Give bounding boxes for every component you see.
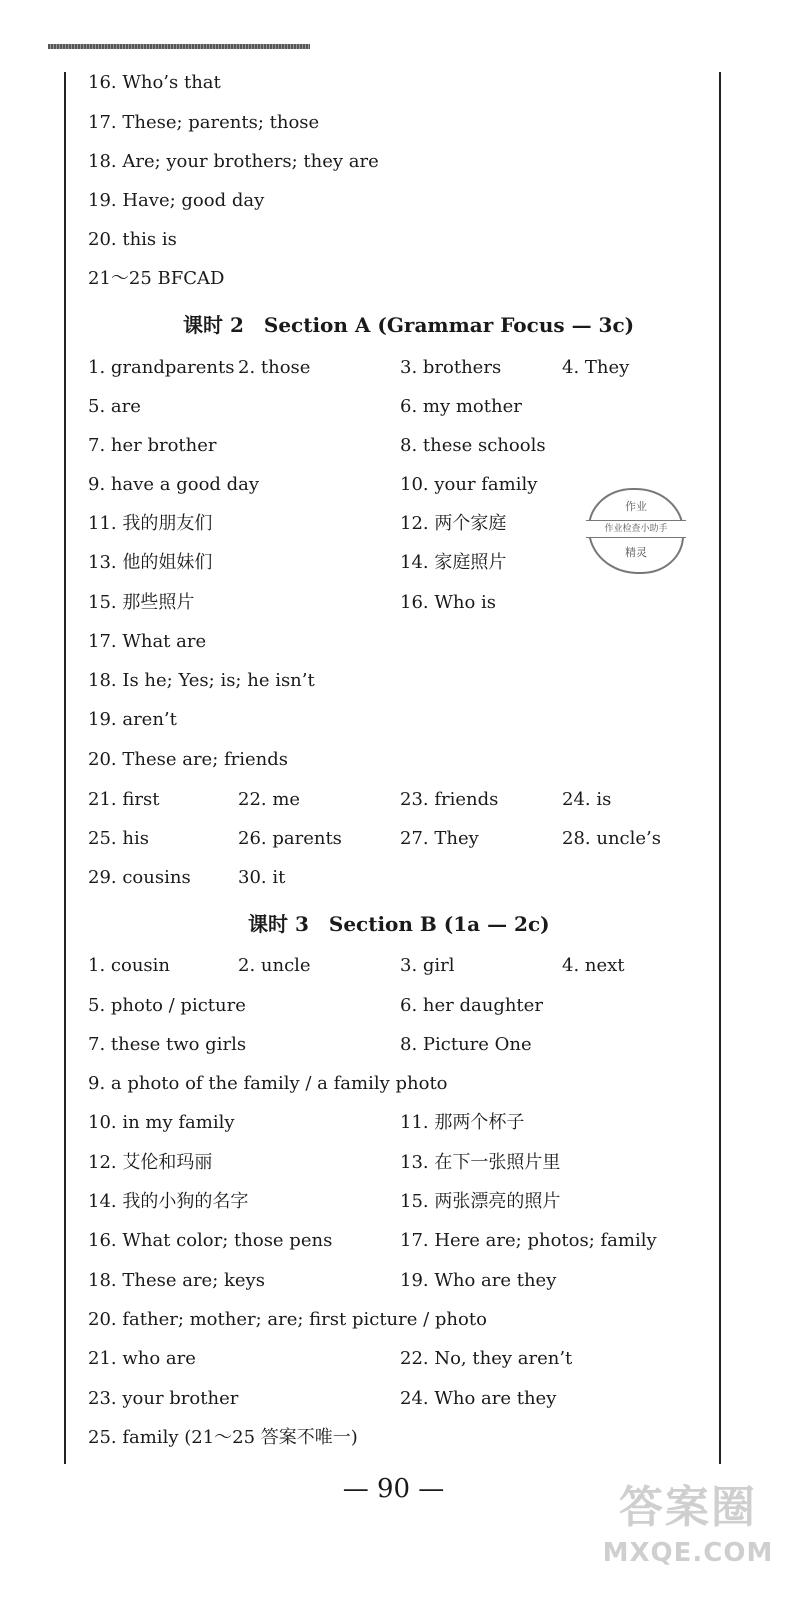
answer-line: 20. this is (88, 229, 177, 250)
answer-item: 20. father; mother; are; first picture / photo (88, 1309, 487, 1330)
answer-item: 26. parents (238, 828, 342, 849)
answer-item: 11. 那两个杯子 (400, 1112, 525, 1133)
answer-item: 9. have a good day (88, 474, 260, 495)
answer-item: 24. Who are they (400, 1388, 557, 1409)
answer-item: 3. brothers (400, 357, 502, 378)
answer-item: 17. What are (88, 631, 207, 652)
answer-item: 2. uncle (238, 955, 311, 976)
lesson-2-heading: 课时 2 Section A (Grammar Focus — 3c) (183, 313, 635, 337)
answer-item: 30. it (238, 867, 286, 888)
answer-line: 21～25 BFCAD (88, 268, 225, 289)
answer-item: 2. those (238, 357, 311, 378)
answer-item: 21. who are (88, 1348, 196, 1369)
answer-item: 19. aren’t (88, 709, 177, 730)
answer-item: 29. cousins (88, 867, 191, 888)
left-frame-line (64, 72, 66, 1464)
answer-item: 25. his (88, 828, 149, 849)
answer-item: 21. first (88, 789, 160, 810)
answer-item: 27. They (400, 828, 479, 849)
answer-item: 11. 我的朋友们 (88, 513, 213, 534)
watermark-url-text: MXQE.COM (602, 1538, 774, 1568)
answer-item: 4. next (562, 955, 625, 976)
answer-item: 16. What color; those pens (88, 1230, 333, 1251)
answer-line: 16. Who’s that (88, 72, 221, 93)
answer-item: 18. These are; keys (88, 1270, 265, 1291)
answer-item: 22. No, they aren’t (400, 1348, 573, 1369)
answer-item: 23. friends (400, 789, 499, 810)
answer-item: 3. girl (400, 955, 455, 976)
answer-item: 12. 艾伦和玛丽 (88, 1152, 213, 1173)
answer-item: 16. Who is (400, 592, 496, 613)
answer-item: 14. 家庭照片 (400, 552, 507, 573)
answer-item: 5. are (88, 396, 141, 417)
answer-line: 18. Are; your brothers; they are (88, 151, 379, 172)
answer-item: 9. a photo of the family / a family photo (88, 1073, 448, 1094)
watermark-logo-text: 答案圈 (619, 1482, 757, 1533)
answer-item: 1. cousin (88, 955, 170, 976)
site-watermark (598, 1480, 778, 1590)
top-decorative-rule (48, 44, 310, 49)
answer-item: 23. your brother (88, 1388, 239, 1409)
answer-item: 18. Is he; Yes; is; he isn’t (88, 670, 315, 691)
answer-item: 8. Picture One (400, 1034, 532, 1055)
answer-item: 20. These are; friends (88, 749, 289, 770)
answer-item: 1. grandparents (88, 357, 235, 378)
homework-helper-stamp (588, 488, 684, 574)
answer-item: 6. her daughter (400, 995, 543, 1016)
answer-item: 5. photo / picture (88, 995, 246, 1016)
answer-item: 6. my mother (400, 396, 522, 417)
answer-item: 15. 那些照片 (88, 592, 195, 613)
answer-item: 25. family (21～25 答案不唯一) (88, 1427, 358, 1448)
answer-item: 19. Who are they (400, 1270, 557, 1291)
answer-item: 8. these schools (400, 435, 546, 456)
answer-item: 13. 他的姐妹们 (88, 552, 213, 573)
answer-line: 19. Have; good day (88, 190, 265, 211)
answer-item: 22. me (238, 789, 301, 810)
answer-item: 7. these two girls (88, 1034, 247, 1055)
answer-item: 10. your family (400, 474, 538, 495)
answer-line: 17. These; parents; those (88, 112, 320, 133)
answer-item: 15. 两张漂亮的照片 (400, 1191, 561, 1212)
answer-item: 24. is (562, 789, 612, 810)
stamp-middle-text: 作业检查小助手 (586, 520, 686, 538)
page-number: — 90 — (342, 1474, 445, 1504)
lesson-3-heading: 课时 3 Section B (1a — 2c) (248, 912, 550, 936)
stamp-bottom-text: 精灵 (625, 546, 647, 559)
answer-item: 17. Here are; photos; family (400, 1230, 657, 1251)
answer-item: 7. her brother (88, 435, 217, 456)
answer-item: 14. 我的小狗的名字 (88, 1191, 249, 1212)
answer-item: 10. in my family (88, 1112, 235, 1133)
stamp-top-text: 作业 (625, 500, 647, 513)
right-frame-line (719, 72, 721, 1464)
answer-item: 28. uncle’s (562, 828, 661, 849)
answer-item: 13. 在下一张照片里 (400, 1152, 561, 1173)
answer-item: 12. 两个家庭 (400, 513, 507, 534)
answer-item: 4. They (562, 357, 630, 378)
